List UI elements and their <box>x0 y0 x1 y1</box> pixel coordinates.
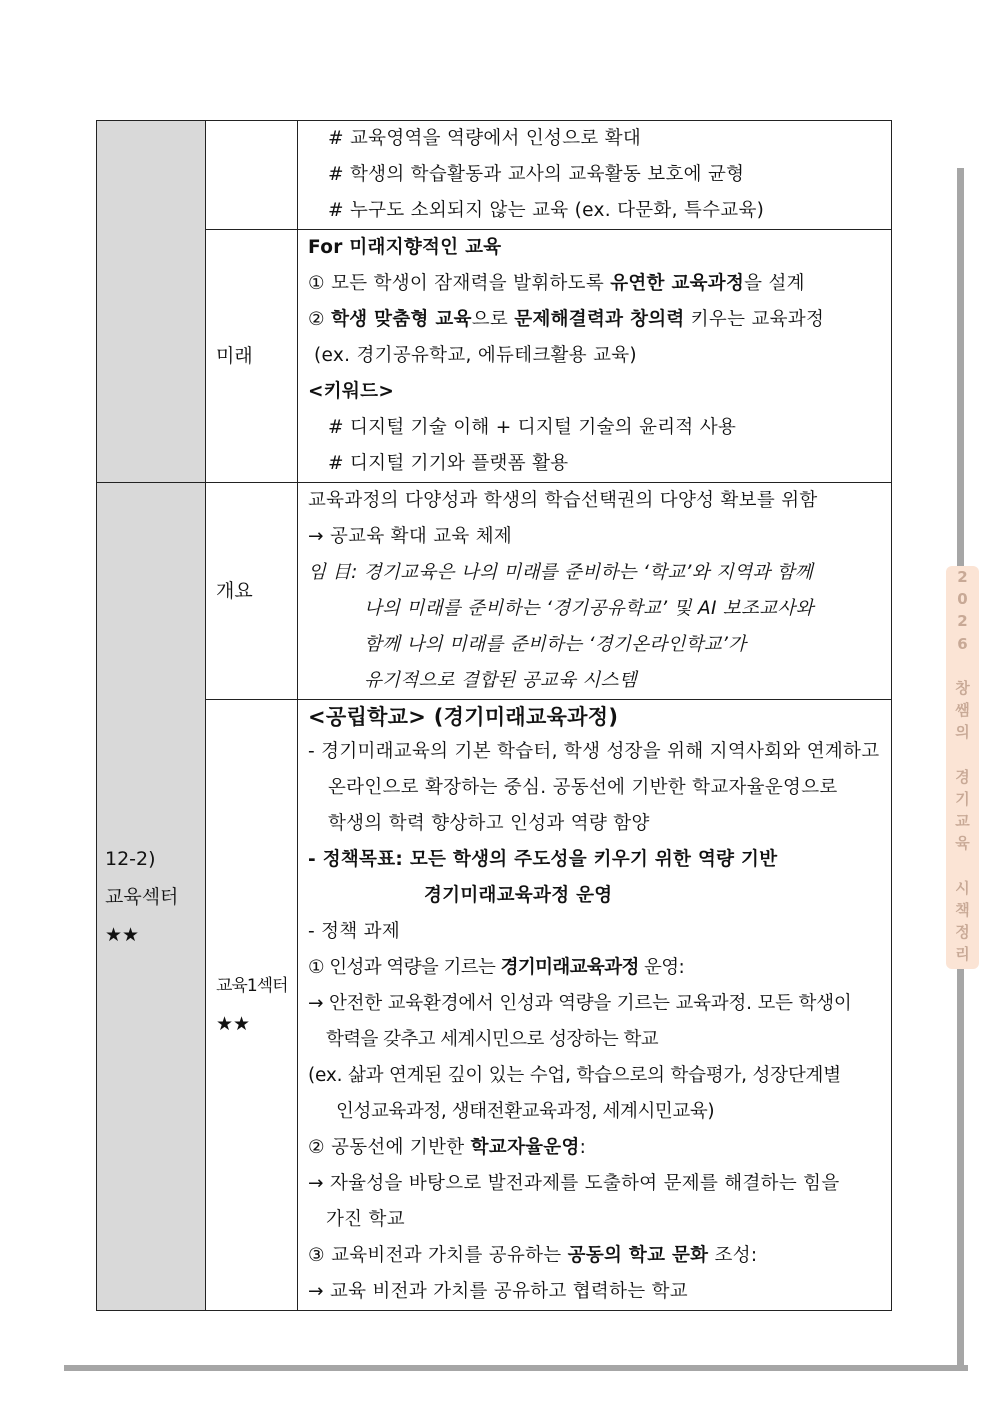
label-cell <box>206 700 298 1311</box>
task-desc: 가진 학교 <box>326 1209 405 1230</box>
side-tab-char: 리 <box>955 945 970 964</box>
policy-table <box>96 120 892 1311</box>
task-desc: → 안전한 교육환경에서 인성과 역량을 기르는 교육과정. 모든 학생이 <box>308 993 852 1014</box>
section-number: 12-2) <box>105 847 156 870</box>
side-tab-char: 육 <box>955 834 970 853</box>
row-heading: For 미래지향적인 교육 <box>308 237 502 258</box>
row-label: 개요 <box>216 580 253 602</box>
row-label: 교육1섹터 <box>216 976 288 996</box>
content-cell <box>298 121 892 230</box>
example-text: (ex. 경기공유학교, 에듀테크활용 교육) <box>314 345 637 366</box>
goal-line: 경기미래교육과정 운영 <box>424 885 613 906</box>
purpose-text: 임 目: 경기교육은 나의 미래를 준비하는 ‘학교’와 지역과 함께 <box>308 562 814 583</box>
content-cell <box>298 700 892 1311</box>
side-tab-char: 2 <box>957 612 968 631</box>
side-tab-gap <box>946 655 979 677</box>
list-item: ① 모든 학생이 잠재력을 발휘하도록 유연한 교육과정을 설계 <box>308 273 805 294</box>
tasks-title: - 정책 과제 <box>308 921 401 942</box>
list-item: → 공교육 확대 교육 체제 <box>308 526 513 547</box>
task-item: ① 인성과 역량을 기르는 경기미래교육과정 운영: <box>308 957 685 978</box>
side-tab-gap <box>946 744 979 766</box>
side-tab-char: 기 <box>955 790 970 809</box>
list-item: # 디지털 기술 이해 + 디지털 기술의 윤리적 사용 <box>328 417 737 438</box>
task-item: ② 공동선에 기반한 학교자율운영: <box>308 1137 587 1158</box>
table-row <box>97 121 892 230</box>
row-label: 미래 <box>216 345 253 367</box>
goal-line: - 정책목표: 모든 학생의 주도성을 키우기 위한 역량 기반 <box>308 849 778 870</box>
list-item: # 누구도 소외되지 않는 교육 (ex. 다문화, 특수교육) <box>328 200 765 221</box>
side-tab-char: 정 <box>955 923 970 942</box>
table-row <box>97 230 892 483</box>
side-tab-gap <box>946 855 979 877</box>
purpose-text: 나의 미래를 준비하는 ‘경기공유학교’ 및 AI 보조교사와 <box>364 598 814 619</box>
side-tab <box>946 566 979 969</box>
side-tab-char: 쌤 <box>955 701 970 720</box>
label-cell-empty <box>206 121 298 230</box>
side-tab-char: 0 <box>957 590 968 609</box>
section-stars: ★★ <box>105 923 140 946</box>
side-tab-char: 시 <box>955 878 970 897</box>
content-cell <box>298 230 892 483</box>
row-heading: <공립학교> (경기미래교육과정) <box>308 705 619 729</box>
side-tab-char: 교 <box>955 812 970 831</box>
task-example: 인성교육과정, 생태전환교육과정, 세계시민교육) <box>336 1101 715 1122</box>
content-cell <box>298 483 892 700</box>
purpose-text: 유기적으로 결합된 공교육 시스템 <box>364 670 637 691</box>
side-tab-char: 책 <box>955 901 970 920</box>
task-example: (ex. 삶과 연계된 깊이 있는 수업, 학습으로의 학습평가, 성장단계별 <box>308 1065 841 1086</box>
purpose-text: 함께 나의 미래를 준비하는 ‘경기온라인학교’가 <box>364 634 747 655</box>
table-row <box>97 483 892 700</box>
task-item: ③ 교육비전과 가치를 공유하는 공동의 학교 문화 조성: <box>308 1245 758 1266</box>
side-tab-char: 6 <box>957 634 968 653</box>
section-cell <box>97 483 206 1311</box>
list-item: ② 학생 맞춤형 교육으로 문제해결력과 창의력 키우는 교육과정 <box>308 309 825 330</box>
task-desc: → 자율성을 바탕으로 발전과제를 도출하여 문제를 해결하는 힘을 <box>308 1173 840 1194</box>
list-item: # 교육영역을 역량에서 인성으로 확대 <box>328 128 642 149</box>
list-item: # 디지털 기기와 플랫폼 활용 <box>328 453 569 474</box>
list-item: 교육과정의 다양성과 학생의 학습선택권의 다양성 확보를 위함 <box>308 490 818 511</box>
label-cell <box>206 230 298 483</box>
keyword-title: <키워드> <box>308 381 395 402</box>
table-row <box>97 700 892 1311</box>
label-cell <box>206 483 298 700</box>
desc-line: 온라인으로 확장하는 중심. 공동선에 기반한 학교자율운영으로 <box>328 777 838 798</box>
section-title: 교육섹터 <box>105 885 179 908</box>
side-tab-char: 창 <box>955 679 970 698</box>
row-stars: ★★ <box>216 1013 251 1035</box>
task-desc: → 교육 비전과 가치를 공유하고 협력하는 학교 <box>308 1281 688 1302</box>
side-tab-char: 2 <box>957 568 968 586</box>
desc-line: 학생의 학력 향상하고 인성과 역량 함양 <box>328 813 650 834</box>
side-tab-char: 경 <box>955 767 970 786</box>
section-cell-top <box>97 121 206 483</box>
side-tab-char: 의 <box>955 723 970 742</box>
page-rule-bottom <box>64 1365 968 1371</box>
list-item: # 학생의 학습활동과 교사의 교육활동 보호에 균형 <box>328 164 745 185</box>
desc-line: - 경기미래교육의 기본 학습터, 학생 성장을 위해 지역사회와 연계하고 <box>308 741 880 762</box>
task-desc: 학력을 갖추고 세계시민으로 성장하는 학교 <box>326 1029 659 1050</box>
